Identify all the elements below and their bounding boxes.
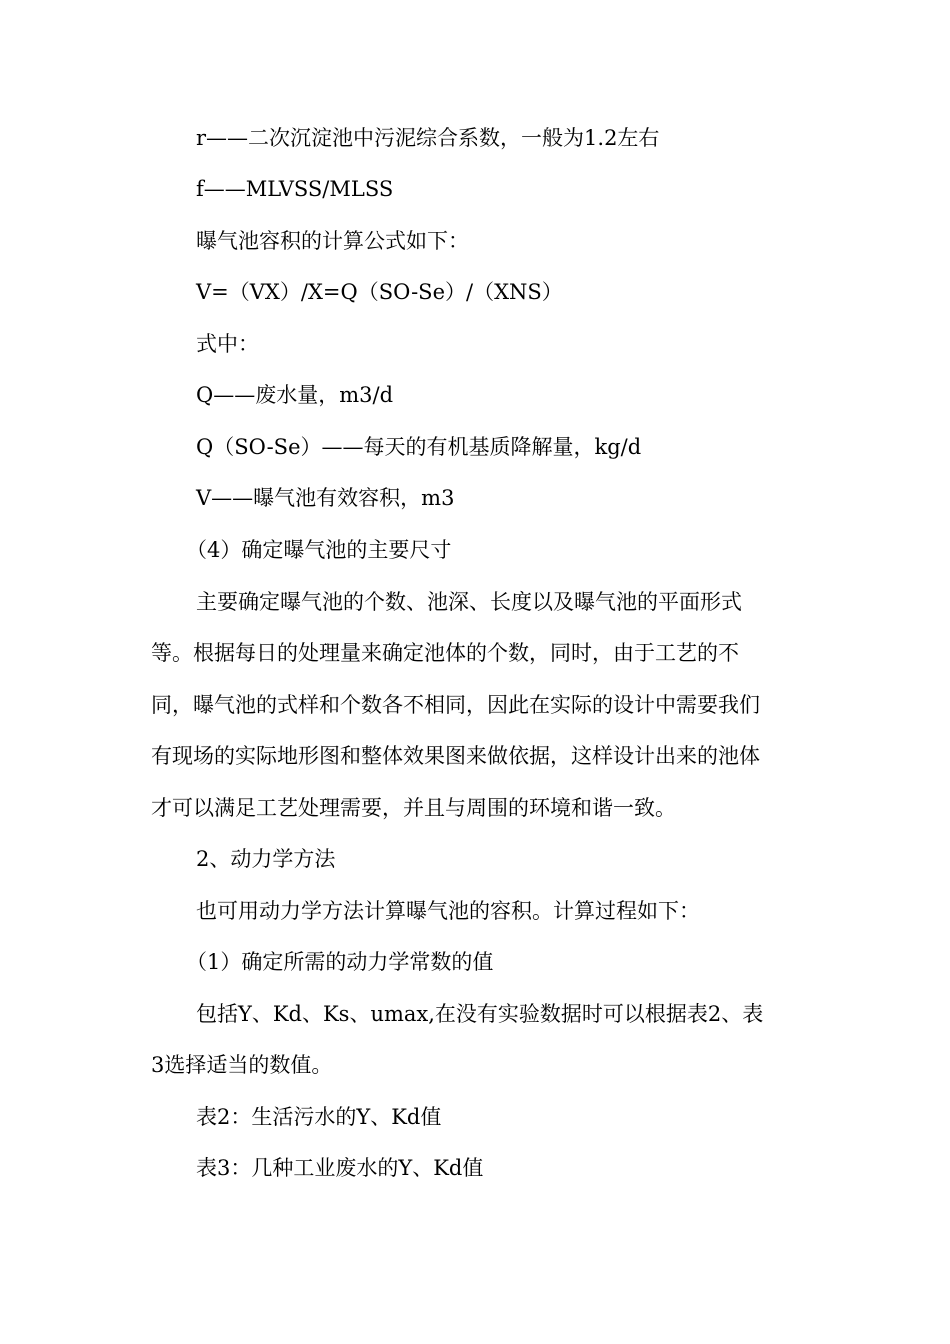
paragraph-line: 等。根据每日的处理量来确定池体的个数，同时，由于工艺的不	[151, 641, 739, 665]
volume-formula: V=（VX）/X=Q（SO-Se）/（XNS）	[196, 280, 563, 304]
section-heading-4: （4）确定曝气池的主要尺寸	[186, 538, 452, 562]
definition-v: V——曝气池有效容积，m3	[196, 486, 455, 510]
table-caption-2: 表2：生活污水的Y、Kd值	[196, 1105, 442, 1129]
paragraph-line: 有现场的实际地形图和整体效果图来做依据，这样设计出来的池体	[151, 744, 760, 768]
table-caption-3: 表3：几种工业废水的Y、Kd值	[196, 1156, 484, 1180]
definition-q: Q——废水量，m3/d	[196, 383, 394, 407]
paragraph-line: 3选择适当的数值。	[151, 1053, 333, 1077]
section-heading-1: （1）确定所需的动力学常数的值	[186, 950, 494, 974]
definition-f: f——MLVSS/MLSS	[196, 177, 394, 201]
where-label: 式中：	[196, 332, 259, 356]
definition-r: r——二次沉淀池中污泥综合系数，一般为1.2左右	[196, 126, 660, 150]
paragraph-line: 也可用动力学方法计算曝气池的容积。计算过程如下：	[196, 899, 700, 923]
section-heading-2: 2、动力学方法	[196, 847, 336, 871]
definition-degradation: Q（SO-Se）——每天的有机基质降解量，kg/d	[196, 435, 642, 459]
paragraph-line: 才可以满足工艺处理需要，并且与周围的环境和谐一致。	[151, 796, 676, 820]
paragraph-line: 同，曝气池的式样和个数各不相同，因此在实际的设计中需要我们	[151, 693, 760, 717]
paragraph-line: 包括Y、Kd、Ks、umax,在没有实验数据时可以根据表2、表	[196, 1002, 764, 1026]
paragraph-line: 主要确定曝气池的个数、池深、长度以及曝气池的平面形式	[196, 590, 742, 614]
formula-intro: 曝气池容积的计算公式如下：	[196, 229, 469, 253]
